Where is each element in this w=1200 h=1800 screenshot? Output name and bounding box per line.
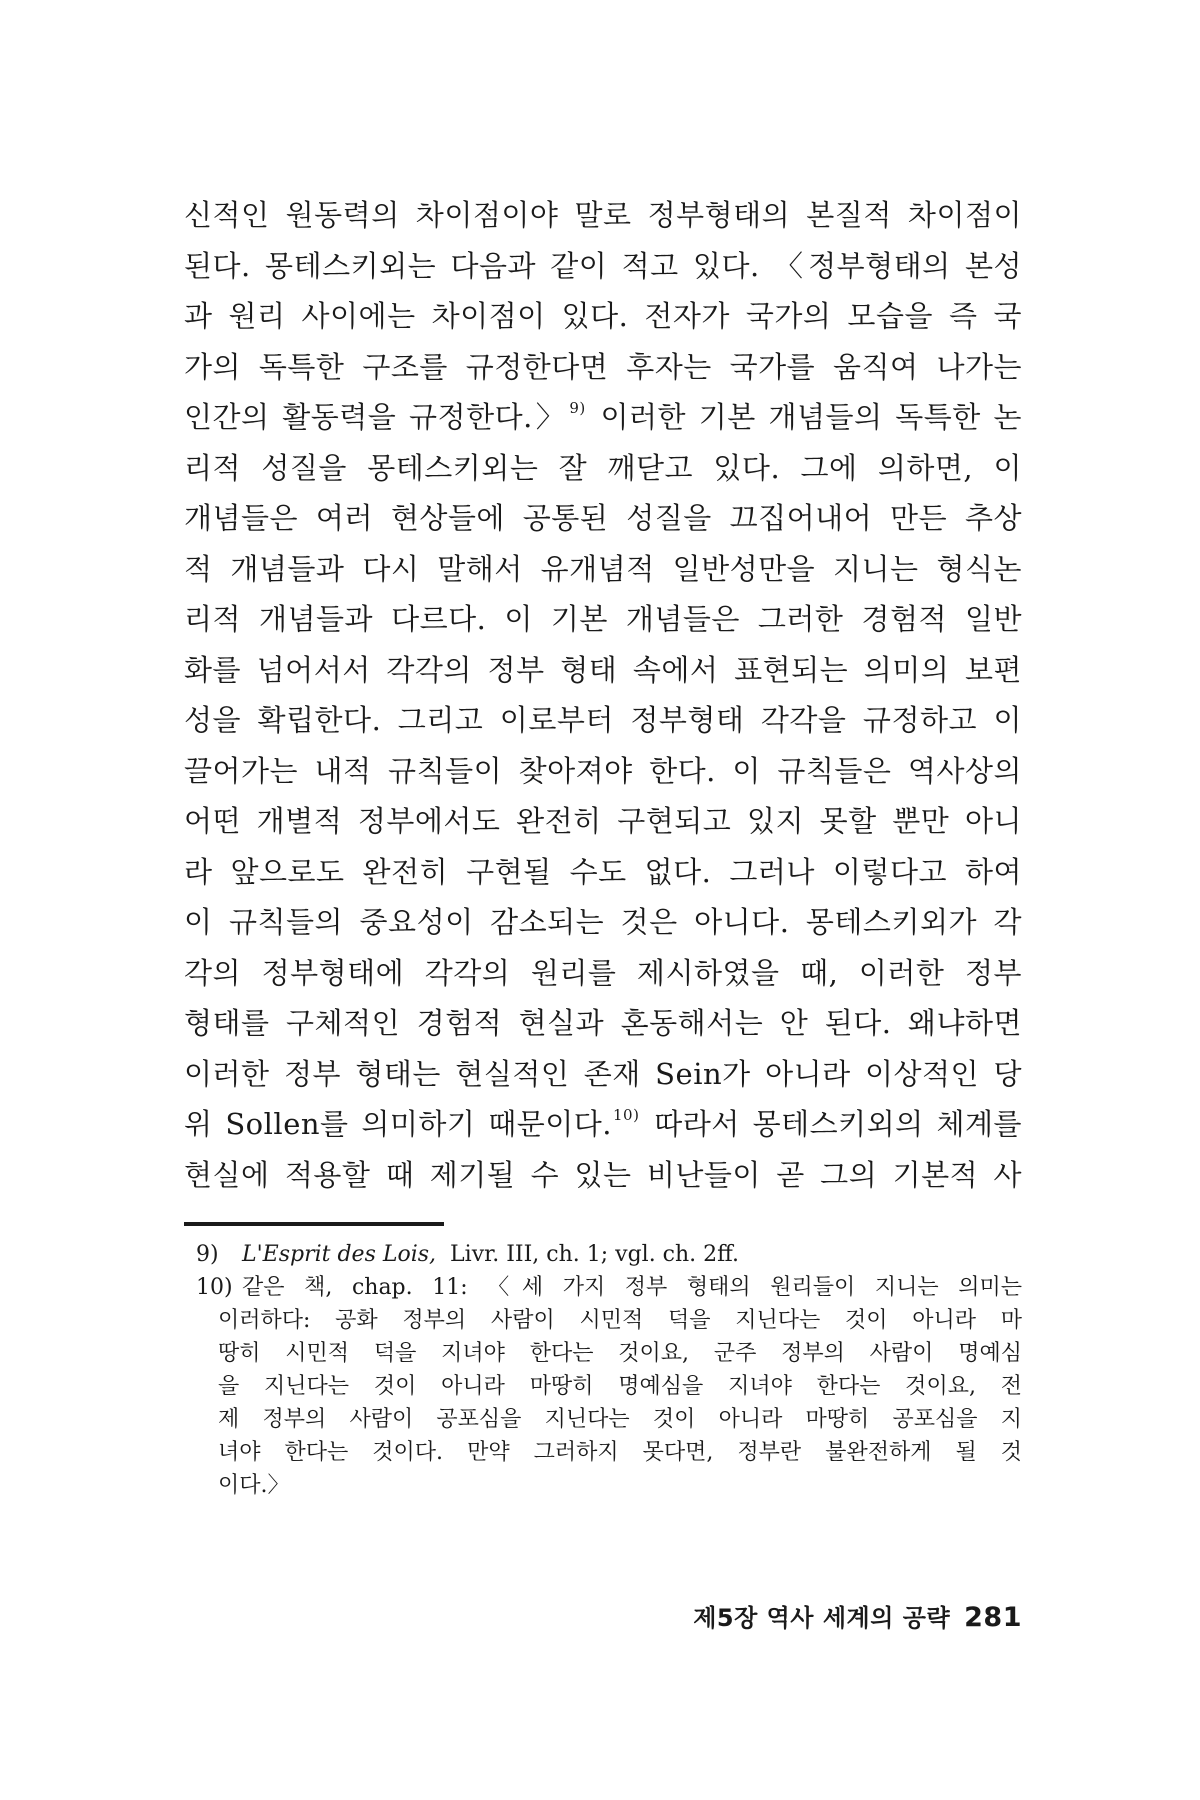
body-line: 리적 개념들과 다르다. 이 기본 개념들은 그러한 경험적 일반: [184, 602, 1022, 636]
body-line: 개념들은 여러 현상들에 공통된 성질을 끄집어내어 만든 추상: [184, 501, 1022, 535]
body-line: 끌어가는 내적 규칙들이 찾아져야 한다. 이 규칙들은 역사상의: [184, 753, 1022, 788]
body-line: 형태를 구체적인 경험적 현실과 혼동해서는 안 된다. 왜냐하면: [184, 1006, 1022, 1040]
body-line: 화를 넘어서서 각각의 정부 형태 속에서 표현되는 의미의 보편: [184, 652, 1022, 687]
body-line-segment: 인간의 활동력을 규정한다.〉: [184, 400, 569, 434]
footnote-number: 10): [196, 1275, 233, 1300]
body-line: [184, 1099, 1022, 1150]
body-line: 이 규칙들의 중요성이 감소되는 것은 아니다. 몽테스키외가 각: [184, 905, 1022, 939]
body-line: 이러한 정부 형태는 현실적인 존재 Sein가 아니라 이상적인 당: [184, 1056, 1022, 1091]
body-line: 리적 성질을 몽테스키외는 잘 깨닫고 있다. 그에 의하면, 이: [184, 450, 1022, 485]
body-line: 어떤 개별적 정부에서도 완전히 구현되고 있지 못할 뿐만 아니: [184, 804, 1022, 838]
footnote-line: 녀야 한다는 것이다. 만약 그러하지 못다면, 정부란 불완전하게 될 것: [218, 1440, 1022, 1465]
body-text: [184, 190, 1022, 1200]
page-number: 281: [964, 1602, 1022, 1633]
body-line: 과 원리 사이에는 차이점이 있다. 전자가 국가의 모습을 즉 국: [184, 299, 1022, 333]
chapter-title: 제5장 역사 세계의 공략: [693, 1604, 951, 1632]
body-line: [184, 392, 1022, 443]
running-footer: [640, 1598, 1022, 1633]
body-line: 신적인 원동력의 차이점이야 말로 정부형태의 본질적 차이점이: [184, 198, 1022, 232]
body-line-segment: 따라서 몽테스키외의 체계를: [654, 1107, 1023, 1141]
footnote-line: 이다.〉: [218, 1473, 290, 1498]
footnote-cite-title: L'Esprit des Lois,: [242, 1242, 437, 1267]
body-line: 라 앞으로도 완전히 구현될 수도 없다. 그러나 이렇다고 하여: [184, 854, 1022, 889]
footnote-line: 같은 책, chap. 11: 〈세 가지 정부 형태의 원리들이 지니는 의미는: [242, 1275, 1022, 1300]
body-line: 된다. 몽테스키외는 다음과 같이 적고 있다. 〈정부형태의 본성: [184, 248, 1022, 283]
footnote-ref-9[interactable]: 9): [569, 399, 586, 417]
body-line: 적 개념들과 다시 말해서 유개념적 일반성만을 지니는 형식논: [184, 551, 1022, 586]
footnotes: [196, 1238, 1022, 1502]
footnote-9: [196, 1238, 1022, 1271]
body-line: 성을 확립한다. 그리고 이로부터 정부형태 각각을 규정하고 이: [184, 703, 1022, 737]
footnote-text: [242, 1238, 1022, 1271]
footnote-line: 을 지닌다는 것이 아니라 마땅히 명예심을 지녀야 한다는 것이요, 전: [218, 1374, 1022, 1399]
body-line: 현실에 적용할 때 제기될 수 있는 비난들이 곧 그의 기본적 사: [184, 1157, 1022, 1192]
footnote-cite-rest: Livr. III, ch. 1; vgl. ch. 2ff.: [450, 1242, 739, 1267]
footnote-ref-10[interactable]: 10): [612, 1106, 640, 1124]
footnote-line: 이러하다: 공화 정부의 사람이 시민적 덕을 지닌다는 것이 아니라 마: [218, 1308, 1022, 1333]
footnote-line: 제 정부의 사람이 공포심을 지닌다는 것이 아니라 마땅히 공포심을 지: [218, 1407, 1022, 1432]
footnote-number: 9): [196, 1242, 219, 1267]
footnote-divider: [184, 1222, 444, 1226]
footnote-10: [196, 1271, 1022, 1502]
body-line: 각의 정부형태에 각각의 원리를 제시하였을 때, 이러한 정부: [184, 955, 1022, 990]
body-line: 가의 독특한 구조를 규정한다면 후자는 국가를 움직여 나가는: [184, 349, 1022, 384]
body-line-segment: 이러한 기본 개념들의 독특한 논: [600, 400, 1022, 434]
footnote-line: 땅히 시민적 덕을 지녀야 한다는 것이요, 군주 정부의 사람이 명예심: [218, 1341, 1022, 1366]
body-line-segment: 위 Sollen를 의미하기 때문이다.: [184, 1107, 612, 1141]
